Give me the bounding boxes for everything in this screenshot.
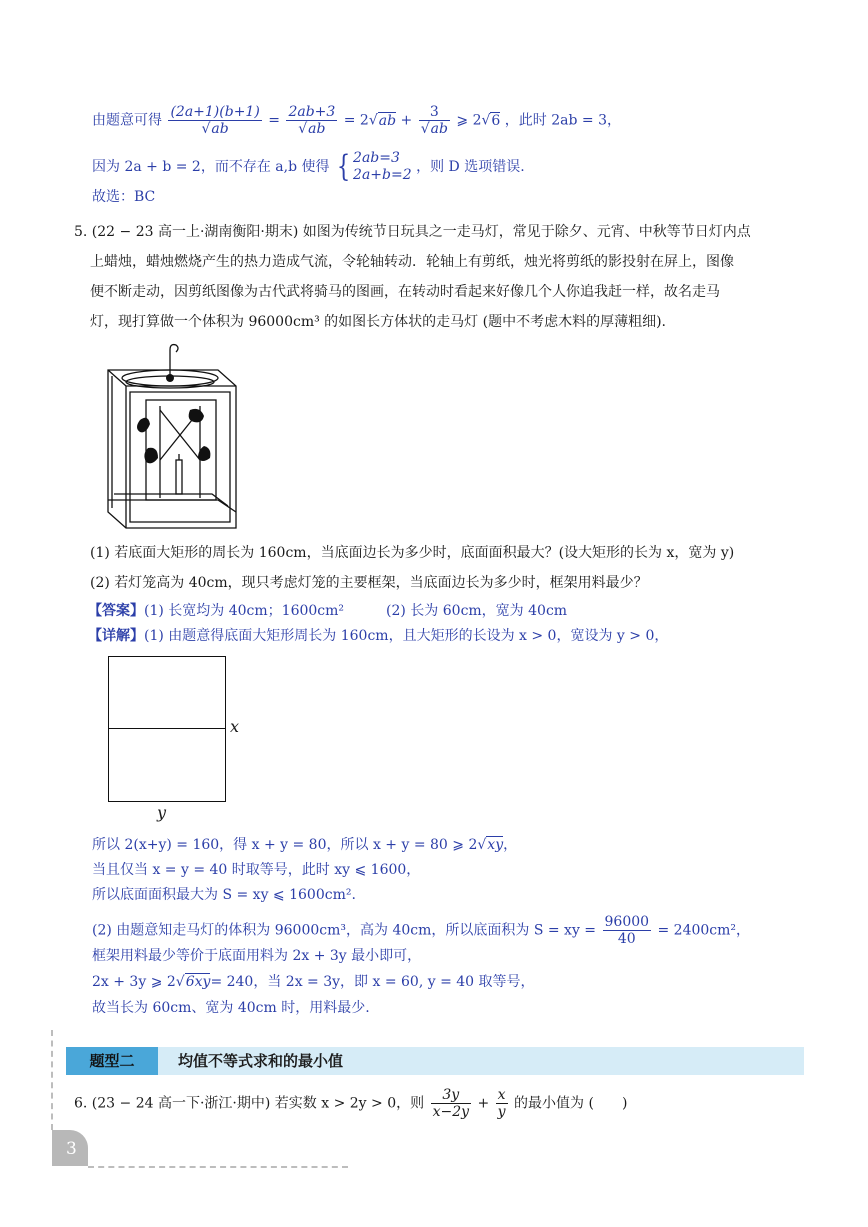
question-5-sub-2: (2) 若灯笼高为 40cm，现只考虑灯笼的主要框架，当底面边长为多少时，框架用料最少？ [90,575,648,591]
detail-line: 【详解】(1) 由题意得底面大矩形周长为 160cm，且大矩形的长设为 x > 0，宽设为 y > 0， [88,628,669,644]
figure-label-x: x [230,717,240,736]
fraction: $\frac{3}{√ab}$ [420,104,448,137]
rectangle-figure [108,656,226,802]
solution-b-line-1: 所以 2(x+y) = 160，得 x + y = 80，所以 x + y = 80 ⩾ 2√xy， [92,837,518,853]
solution-b-line-7: 故当长为 60cm、宽为 40cm 时，用料最少. [92,1000,370,1016]
solution-b-line-5: 框架用料最少等价于底面用料为 2x + 3y 最小即可， [92,948,422,964]
fraction: $\frac{96000}{40}$ [604,914,650,947]
solution-line-2: 因为 2a + b = 2，而不存在 a,b 使得 { 2ab=3 2a+b=2 ，则 D 选项错误. [92,149,525,184]
fraction: $\frac{2ab+3}{√ab}$ [288,104,336,137]
fraction: $\frac{x}{y}$ [497,1087,506,1120]
page-number: 3 [52,1130,88,1166]
text: 由题意可得 [92,112,162,129]
lantern-illustration [100,340,245,530]
solution-b-line-2: 当且仅当 x = y = 40 时取等号，此时 xy ⩽ 1600， [92,862,421,878]
solution-b-line-6: 2x + 3y ⩾ 2√6xy= 240，当 2x = 3y，即 x = 60, y = 40 取等号， [92,974,535,990]
brace-icon: { [336,149,351,184]
section-header [66,1047,804,1075]
answer-line: 【答案】(1) 长宽均为 40cm；1600cm² (2) 长为 60cm，宽为 40cm [88,603,568,619]
question-5-line-4: 灯，现打算做一个体积为 96000cm³ 的如图长方体状的走马灯 (题中不考虑木料的厚薄粗细). [90,314,666,330]
footer-dashed-line [88,1166,348,1168]
solution-b-line-4: (2) 由题意知走马灯的体积为 96000cm³，高为 40cm，所以底面积为 S = xy = $\frac{96000}{40}$ = 2400cm²， [92,914,751,947]
detail-tag: 【详解】 [88,628,144,644]
question-6: 6. (23 − 24 高一下·浙江·期中) 若实数 x > 2y > 0，则 $\frac{3y}{x-2y}$ + $\frac{x}{y}$ 的最小值为 ( ) [74,1087,628,1120]
fraction: $\frac{(2a+1)(b+1)}{√ab}$ [170,104,260,137]
equation-system: 2ab=3 2a+b=2 [353,150,412,183]
answer-tag: 【答案】 [88,603,144,619]
figure-label-y: y [157,803,167,822]
solution-b-line-3: 所以底面面积最大为 S = xy ⩽ 1600cm². [92,887,356,903]
question-5-line-1: 5. (22 − 23 高一上·湖南衡阳·期末) 如图为传统节日玩具之一走马灯，常见于除夕、元宵、中秋等节日灯内点 [74,224,751,240]
section-title: 均值不等式求和的最小值 [178,1052,344,1070]
question-5-line-3: 便不断走动，因剪纸图像为古代武将骑马的图画，在转动时看起来好像几个人你追我赶一样，故名走马 [90,284,720,300]
fraction: $\frac{3y}{x-2y}$ [432,1087,470,1120]
margin-dashed-line [51,1030,53,1130]
solution-line-1: 由题意可得 $\frac{(2a+1)(b+1)}{√ab}$ = $\frac{2ab+3}{√ab}$ = 2√ab + $\frac{3}{√ab}$ ⩾ 2√6 ，此时 2ab = 3， [92,104,622,137]
question-5-sub-1: (1) 若底面大矩形的周长为 160cm，当底面边长为多少时，底面面积最大？(设大矩形的长为 x，宽为 y) [90,545,735,561]
section-label: 题型二 [66,1047,158,1075]
solution-line-3: 故选：BC [92,189,156,205]
question-5-line-2: 上蜡烛，蜡烛燃烧产生的热力造成气流，令轮轴转动．轮轴上有剪纸，烛光将剪纸的影投射在屏上，图像 [90,254,734,270]
